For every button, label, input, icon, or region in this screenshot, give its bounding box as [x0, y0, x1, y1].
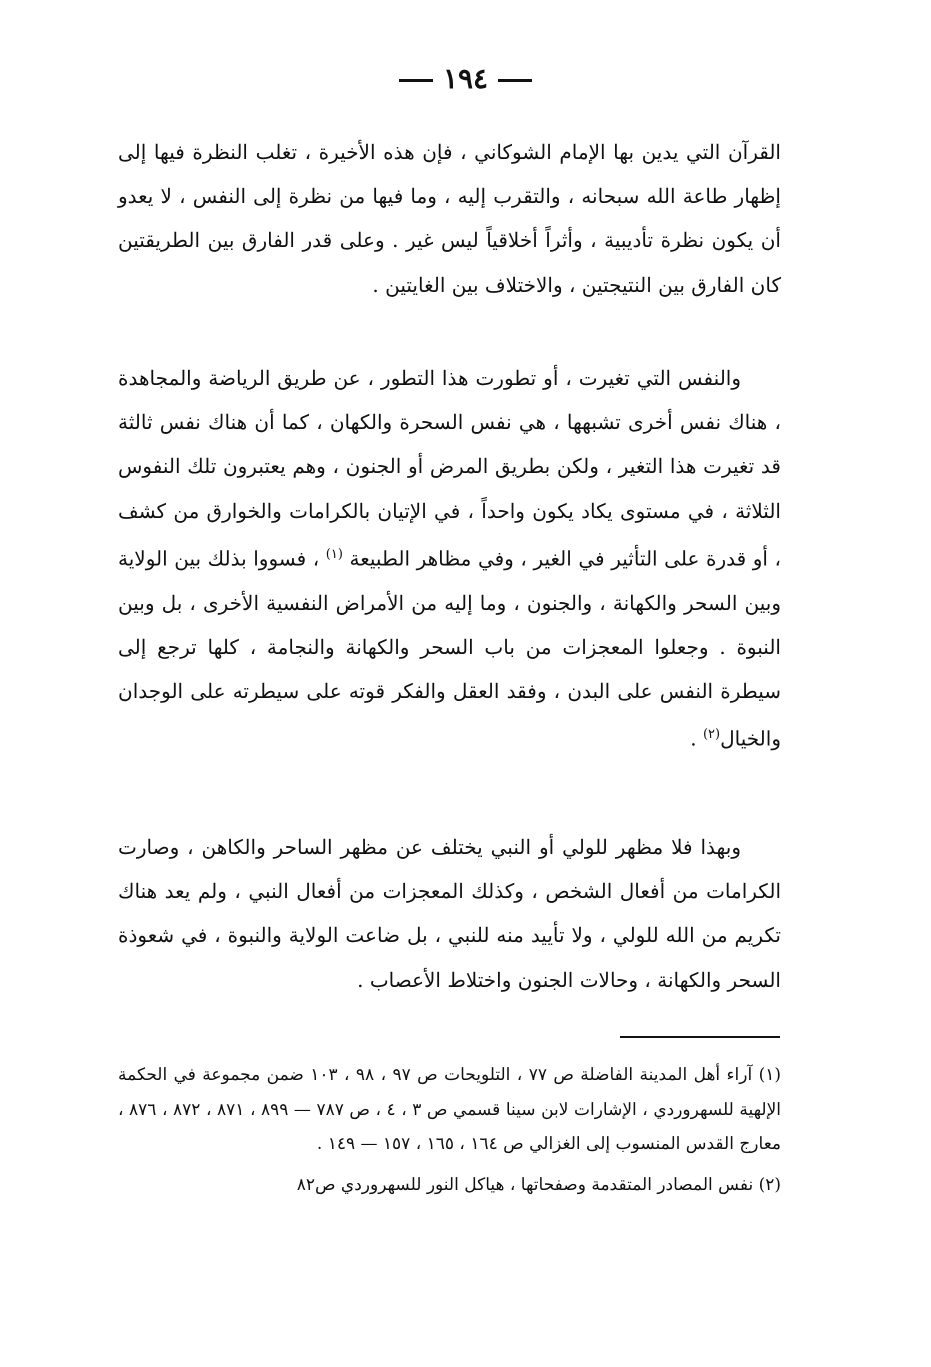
- paragraph-3-text: وبهذا فلا مظهر للولي أو النبي يختلف عن مظهر الساحر والكاهن ، وصارت الكرامات من أفعال الشخص ، وكذلك المعجزات من أفعال النبي ، ولم يعد هناك تكريم من الله للولي ، ولا تأييد منه للنبي ، بل ضاعت الولاية والنبوة ، في شعوذة السحر والكهانة ، وحالات الجنون واختلاط الأعصاب .: [118, 835, 781, 992]
- paragraph-2-part-2: ، فسووا بذلك بين الولاية وبين السحر والكهانة ، والجنون ، وما إليه من الأمراض النفسية الأخرى ، بل وبين النبوة . وجعلوا المعجزات من باب السحر والكهانة والنجامة ، كلها ترجع إلى سيطرة النفس على البدن ، وفقد العقل والفكر قوته على سيطرته على الوجدان والخيال: [118, 546, 781, 751]
- footnote-divider: [620, 1036, 780, 1038]
- footnote-2: (٢) نفس المصادر المتقدمة وصفحاتها ، هياكل النور للسهروردي ص٨٢: [296, 1174, 781, 1195]
- paragraph-3: [118, 825, 781, 1002]
- page-number-value: ١٩٤: [442, 62, 489, 95]
- paragraph-2-text: والنفس التي تغيرت ، أو تطورت هذا التطور ، عن طريق الرياضة والمجاهدة ، هناك نفس أخرى تشبهها ، هي نفس السحرة والكهان ، كما أن هناك نفس ثالثة قد تغيرت هذا التغير ، ولكن بطريق المرض أو الجنون ، وهم يعتبرون تلك النفوس الثلاثة ، في مستوى يكاد يكون واحداً ، في الإتيان بالكرامات والخوارق من كشف ، أو قدرة على التأثير في الغير ، وفي مظاهر الطبيعة $^{(١)}$ ، فسووا بذلك بين الولاية وبين السحر والكهانة ، والجنون ، وما إليه من الأمراض النفسية الأخرى ، بل وبين النبوة . وجعلوا المعجزات من باب السحر والكهانة والنجامة ، كلها ترجع إلى سيطرة النفس على البدن ، وفقد العقل والفكر قوته على سيطرته على الوجدان والخيال$^{(٢)}$ .: [118, 366, 781, 751]
- paragraph-2-part-1: والنفس التي تغيرت ، أو تطورت هذا التطور ، عن طريق الرياضة والمجاهدة ، هناك نفس أخرى تشبهها ، هي نفس السحرة والكهان ، كما أن هناك نفس ثالثة قد تغيرت هذا التغير ، ولكن بطريق المرض أو الجنون ، وهم يعتبرون تلك النفوس الثلاثة ، في مستوى يكاد يكون واحداً ، في الإتيان بالكرامات والخوارق من كشف ، أو قدرة على التأثير في الغير ، وفي مظاهر الطبيعة: [118, 366, 781, 571]
- paragraph-1: [118, 130, 781, 307]
- footnote-ref-2: (٢): [702, 727, 721, 743]
- paragraph-1-text: القرآن التي يدين بها الإمام الشوكاني ، فإن هذه الأخيرة ، تغلب النظرة فيها إلى إظهار طاعة الله سبحانه ، والتقرب إليه ، وما فيها من نظرة إلى النفس ، لا يعدو أن يكون نظرة تأديبية ، وأثراً أخلاقياً ليس غير . وعلى قدر الفارق بين الطريقتين كان الفارق بين النتيجتين ، والاختلاف بين الغايتين .: [118, 140, 781, 297]
- footnotes: [118, 1058, 781, 1202]
- page-number-dash-right: [498, 79, 532, 82]
- page-number: [0, 62, 931, 95]
- footnote-ref-1: (١): [325, 546, 343, 562]
- paragraph-2: [118, 356, 781, 761]
- footnote-1: (١) آراء أهل المدينة الفاضلة ص ٧٧ ، التلويحات ص ٩٧ ، ٩٨ ، ١٠٣ ضمن مجموعة في الحكمة الإلهية للسهروردي ، الإشارات لابن سينا قسمي ص ٣ ، ٤ ، ص ٧٨٧ — ٨٩٩ ، ٨٧١ ، ٨٧٢ ، ٨٧٦ ، معارج القدس المنسوب إلى الغزالي ص ١٦٤ ، ١٦٥ ، ١٥٧ — ١٤٩ .: [118, 1065, 782, 1154]
- page-number-dash-left: [399, 79, 433, 82]
